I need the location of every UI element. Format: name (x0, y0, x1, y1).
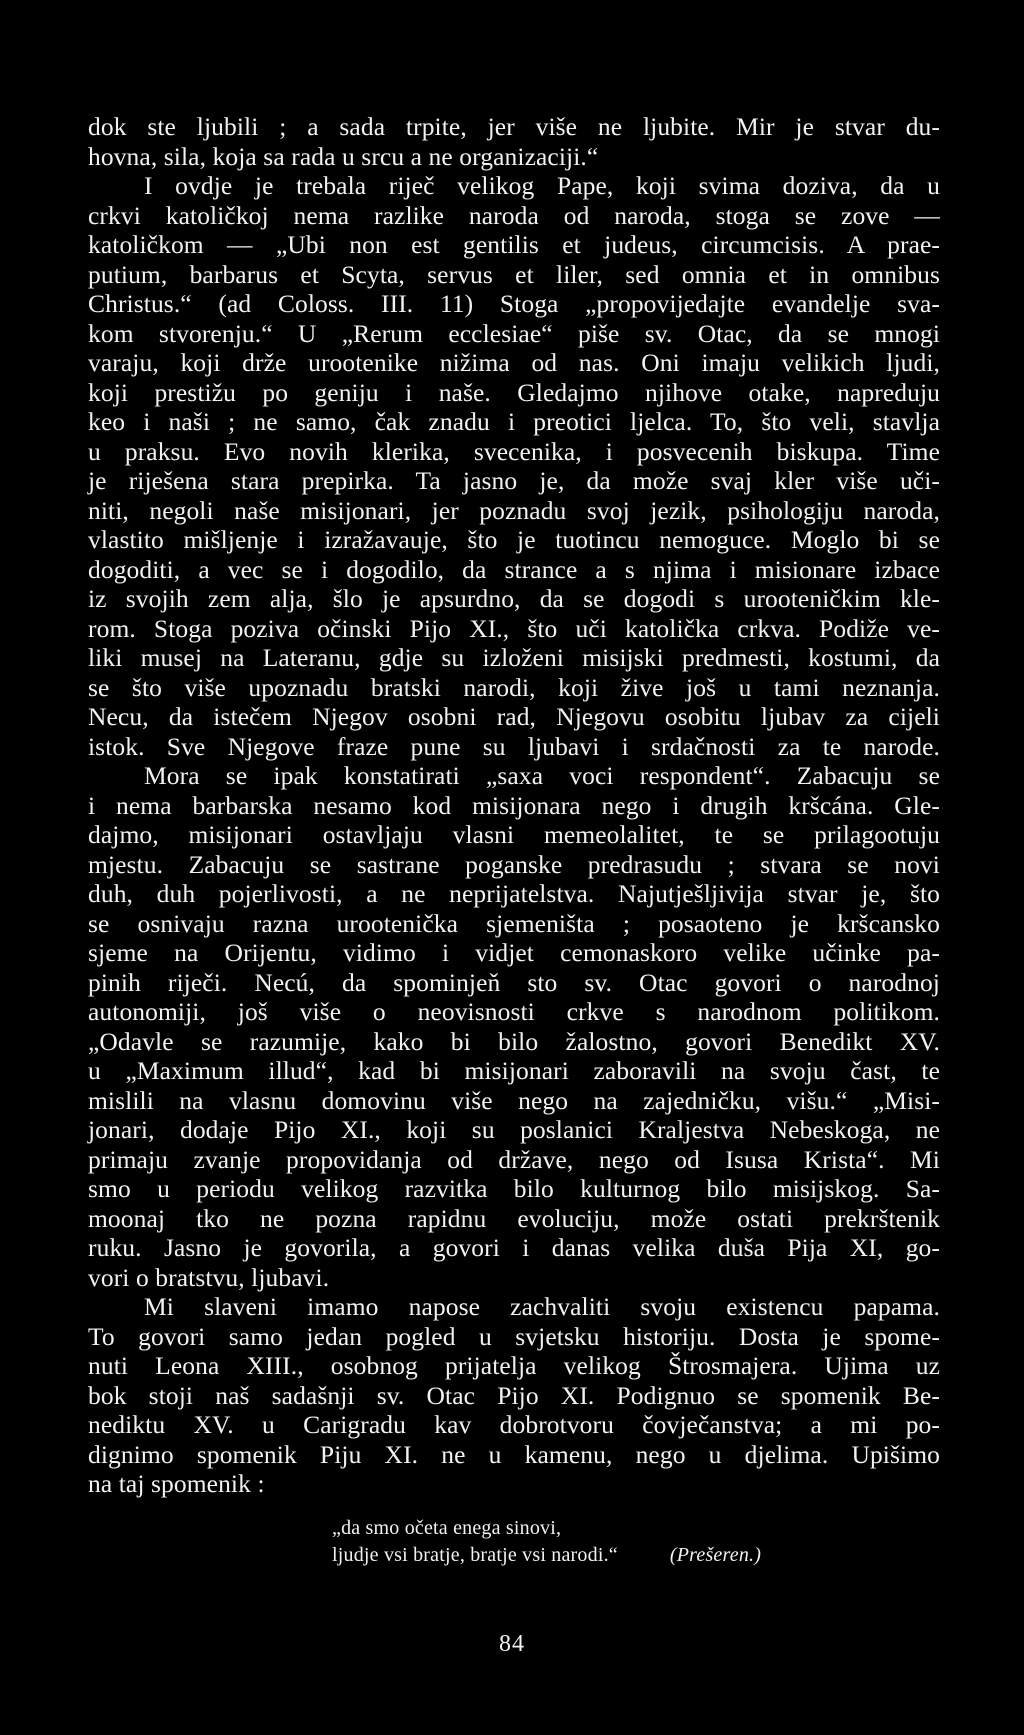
text-line: sjeme na Orijentu, vidimo i vidjet cemonaskoro velike učinke pa- (88, 938, 940, 967)
text-line: istok. Sve Njegove fraze pune su ljubavi i srdačnosti za te narode. (88, 731, 940, 761)
text-line: dok ste ljubili ; a sada trpite, jer više ne ljubite. Mir je stvar du- (88, 112, 940, 141)
text-line: dignimo spomenik Piju XI. ne u kamenu, nego u djelima. Upišimo (88, 1439, 940, 1469)
text-line: na taj spomenik : (88, 1469, 265, 1498)
text-line: moonaj tko ne pozna rapidnu evoluciju, može ostati prekrštenik (88, 1203, 940, 1233)
text-line: autonomiji, još više o neovisnosti crkve s narodnom politikom. (88, 997, 940, 1026)
quote-line-2 (332, 1542, 892, 1569)
text-line: I ovdje je trebala riječ velikog Pape, koji svima doziva, da u (144, 171, 940, 200)
text-line: iz svojih zem alja, šlo je apsurdno, da se dogodi s urooteničkim kle- (88, 584, 940, 613)
text-line: i nema barbarska nesamo kod misijonara nego i drugih kršcána. Gle- (88, 790, 940, 820)
text-line: u „Maximum illud“, kad bi misijonari zaboravili na svoju čast, te (88, 1056, 940, 1085)
text-line: dajmo, misijonari ostavljaju vlasni memeolalitet, te se prilagootuju (88, 820, 940, 849)
text-line: Necu, da istečem Njegov osobni rad, Njegovu osobitu ljubav za cijeli (88, 702, 940, 731)
text-line: „Odavle se razumije, kako bi bilo žalostno, govori Benedikt XV. (88, 1026, 940, 1056)
text-line: nediktu XV. u Carigradu kav dobrotvoru čovječanstva; a mi po- (88, 1410, 940, 1439)
text-line: katoličkom — „Ubi non est gentilis et judeus, circumcisis. A prae- (88, 230, 940, 259)
text-line: keo i naši ; ne samo, čak znadu i preotici ljelca. To, što veli, stavlja (88, 407, 940, 436)
text-line: se osnivaju razna urootenička sjemeništa ; posaoteno je kršcansko (88, 908, 940, 938)
text-line: Mora se ipak konstatirati „saxa voci respondent“. Zabacuju se (144, 761, 940, 790)
text-line: varaju, koji drže urootenike nižima od nas. Oni imaju velikich ljudi, (88, 348, 940, 377)
text-line: vori o bratstvu, ljubavi. (88, 1262, 330, 1292)
verse-quote (332, 1515, 892, 1569)
text-line: Mi slaveni imamo napose zachvaliti svoju existencu papama. (144, 1292, 940, 1321)
page-number: 84 (499, 1631, 525, 1657)
text-line: rom. Stoga poziva očinski Pijo XI., što uči katolička crkva. Podiže ve- (88, 613, 940, 643)
text-line: se što više upoznadu bratski narodi, koji žive još u tami neznanja. (88, 672, 940, 702)
text-line: niti, negoli naše misijonari, jer poznadu svoj jezik, psihologiju naroda, (88, 495, 940, 525)
quote-line-1: „da smo očeta enega sinovi, (332, 1517, 562, 1539)
text-line: jonari, dodaje Pijo XI., koji su poslanici Kraljestva Nebeskoga, ne (88, 1115, 940, 1144)
quote-attribution: (Prešeren.) (669, 1544, 762, 1566)
text-line: primaju zvanje propovidanja od države, nego od Isusa Krista“. Mi (88, 1144, 940, 1174)
text-line: koji prestižu po geniju i naše. Gledajmo njihove otake, napreduju (88, 377, 940, 407)
text-line: dogoditi, a vec se i dogodilo, da strance a s njima i misionare izbace (88, 554, 940, 584)
text-line: je riješena stara prepirka. Ta jasno je, da može svaj kler više uči- (88, 466, 940, 495)
text-line: ruku. Jasno je govorila, a govori i danas velika duša Pija XI, go- (88, 1233, 940, 1262)
text-line: Christus.“ (ad Coloss. III. 11) Stoga „propovijedajte evandelje sva- (88, 289, 940, 318)
text-line: liki musej na Lateranu, gdje su izloženi misijski predmesti, kostumi, da (88, 643, 940, 672)
text-line: bok stoji naš sadašnji sv. Otac Pijo XI. Podignuo se spomenik Be- (88, 1380, 940, 1410)
body-text (88, 112, 940, 1499)
text-line: nuti Leona XIII., osobnog prijatelja velikog Štrosmajera. Ujima uz (88, 1351, 940, 1380)
text-line: smo u periodu velikog razvitka bilo kulturnog bilo misijskog. Sa- (88, 1174, 940, 1203)
text-line: mislili na vlasnu domovinu više nego na zajedničku, višu.“ „Misi- (88, 1085, 940, 1115)
text-line: mjestu. Zabacuju se sastrane poganske predrasudu ; stvara se novi (88, 849, 940, 879)
text-line: u praksu. Evo novih klerika, svecenika, i posvecenih biskupa. Time (88, 436, 940, 466)
text-line: To govori samo jedan pogled u svjetsku historiju. Dosta je spome- (88, 1321, 940, 1351)
text-line: duh, duh pojerlivosti, a ne neprijatelstva. Najutješljivija stvar je, što (88, 879, 940, 908)
text-line: hovna, sila, koja sa rada u srcu a ne organizaciji.“ (88, 141, 599, 171)
text-line: crkvi katoličkoj nema razlike naroda od naroda, stoga se zove — (88, 200, 940, 230)
text-line: kom stvorenju.“ U „Rerum ecclesiae“ piše sv. Otac, da se mnogi (88, 318, 940, 348)
text-line: putium, barbarus et Scyta, servus et liler, sed omnia et in omnibus (88, 259, 940, 289)
text-line: vlastito mišljenje i izražavauje, što je tuotincu nemoguce. Moglo bi se (88, 525, 940, 554)
text-line: pinih riječi. Necú, da spominjeň sto sv. Otac govori o narodnoj (88, 967, 940, 997)
quote-line-2-text: ljudje vsi bratje, bratje vsi narodi.“ (332, 1544, 618, 1566)
